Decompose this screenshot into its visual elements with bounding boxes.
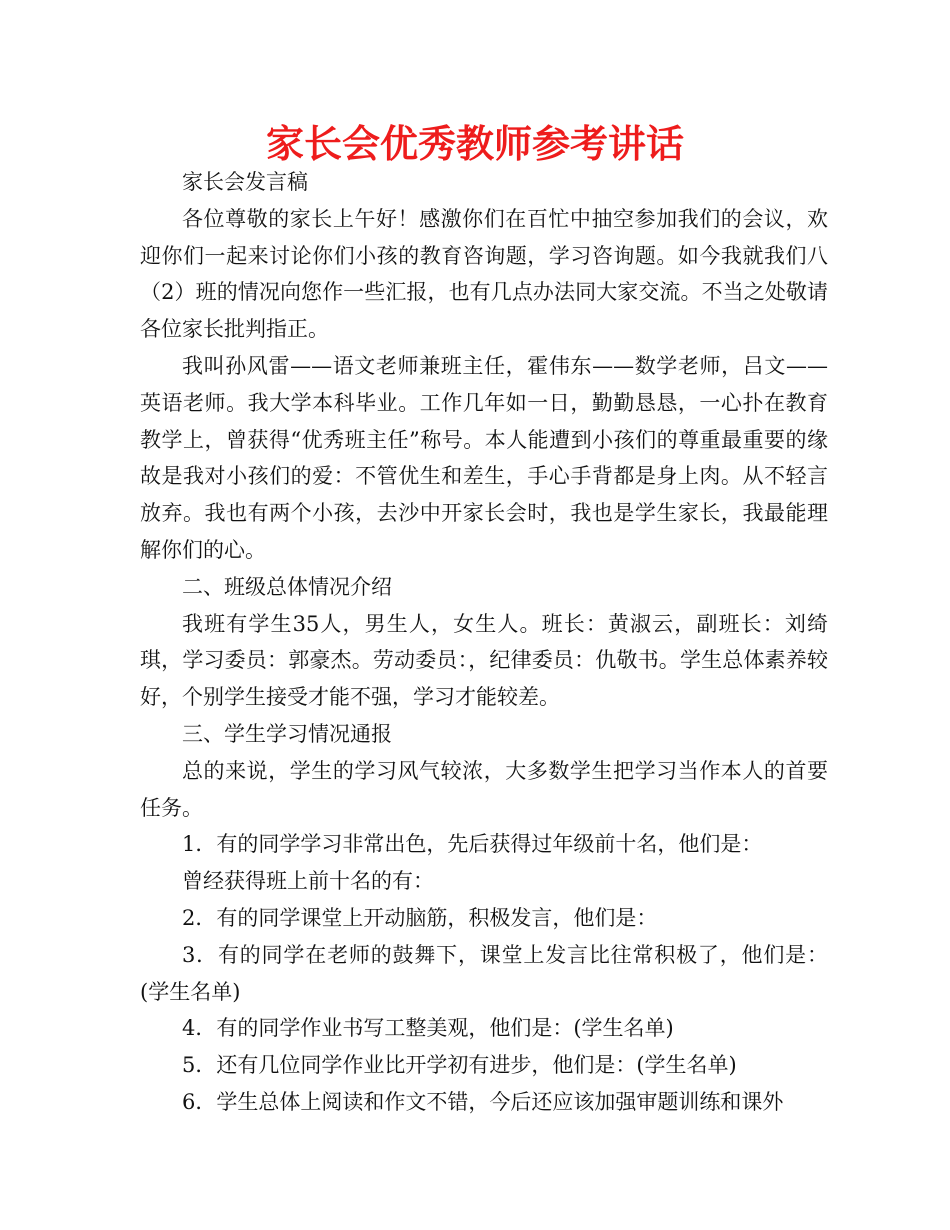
- paragraph-teacher-intro: 我叫孙风雷——语文老师兼班主任，霍伟东——数学老师，吕文——英语老师。我大学本科毕业。工作几年如一日，勤勤恳恳，一心扑在教育教学上，曾获得“优秀班主任”称号。本人能遭到小孩们的尊重最重要的缘故是我对小孩们的爱：不管优生和差生，手心手背都是身上肉。从不轻言放弃。我也有两个小孩，去沙中开家长会时，我也是学生家长，我最能理解你们的心。: [140, 353, 828, 562]
- list-item-1: 1．有的同学学习非常出色，先后获得过年级前十名，他们是：: [182, 832, 763, 857]
- document-title: 家长会优秀教师参考讲话: [265, 122, 684, 166]
- paragraph-speech-heading: 家长会发言稿: [182, 170, 308, 194]
- paragraph-study-summary: 总的来说，学生的学习风气较浓，大多数学生把学习当作本人的首要任务。: [140, 758, 828, 820]
- list-item-4: 4．有的同学作业书写工整美观，他们是：(学生名单): [182, 1016, 674, 1041]
- document-body: [140, 164, 828, 1121]
- paragraph-greeting: 各位尊敬的家长上午好！感激你们在百忙中抽空参加我们的会议，欢迎你们一起来讨论你们小孩的教育咨询题，学习咨询题。如今我就我们八（2）班的情况向您作一些汇报，也有几点办法同大家交流。不当之处敬请各位家长批判指正。: [140, 206, 828, 342]
- paragraph-top-ten: 曾经获得班上前十名的有：: [182, 869, 434, 894]
- paragraph-class-overview: 我班有学生35人，男生人，女生人。班长：黄淑云，副班长：刘绮琪，学习委员：郭豪杰。劳动委员：，纪律委员：仇敬书。学生总体素养较好，个别学生接受才能不强，学习才能较差。: [140, 611, 828, 710]
- section-heading-class-overview: 二、班级总体情况介绍: [182, 574, 392, 599]
- section-heading-study-report: 三、学生学习情况通报: [182, 721, 392, 746]
- list-item-2: 2．有的同学课堂上开动脑筋，积极发言，他们是：: [182, 905, 658, 930]
- list-item-3: 3．有的同学在老师的鼓舞下，课堂上发言比往常积极了，他们是：(学生名单): [140, 942, 828, 1004]
- list-item-5: 5．还有几位同学作业比开学初有进步，他们是：(学生名单): [182, 1053, 737, 1078]
- list-item-6: 6．学生总体上阅读和作文不错，今后还应该加强审题训练和课外: [182, 1089, 784, 1114]
